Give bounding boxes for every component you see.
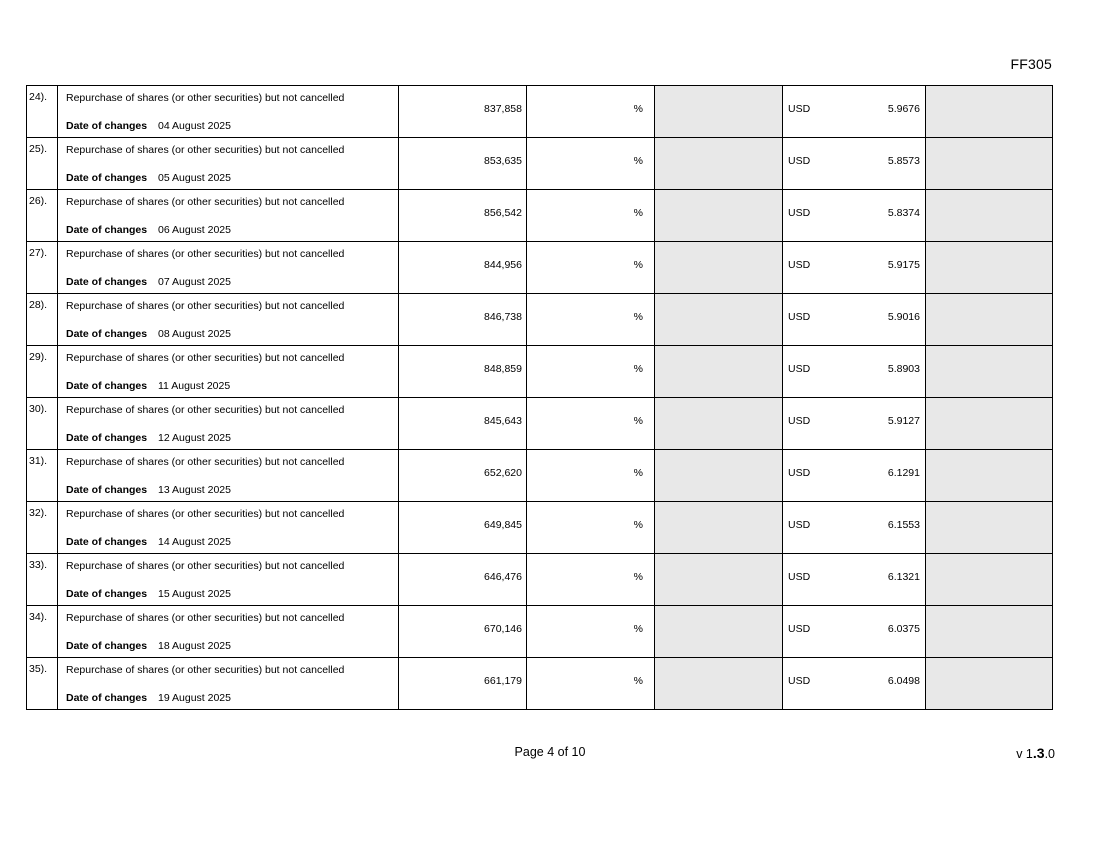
price-content [783,86,925,115]
price-content [783,554,925,583]
shaded-cell-right [926,606,1053,658]
percent-symbol: % [633,311,643,323]
percent-cell [527,398,655,450]
currency-code: USD [788,259,811,271]
description-content [58,294,398,345]
description-text: Repurchase of shares (or other securities) but not cancelled [66,612,345,624]
price-value: 5.9127 [887,415,920,427]
date-of-changes-line [66,328,394,341]
percent-cell [527,138,655,190]
shaded-cell-right [926,242,1053,294]
currency-code: USD [788,675,811,687]
currency-code: USD [788,103,811,115]
date-of-changes-line [66,484,394,497]
price-content [783,190,925,219]
date-of-changes-value: 06 August 2025 [158,224,231,236]
date-of-changes-value: 12 August 2025 [158,432,231,444]
date-of-changes-label: Date of changes [66,484,148,496]
date-of-changes-line [66,536,394,549]
price-value: 6.1291 [887,467,920,479]
description-cell [58,294,399,346]
table-row [27,398,1053,450]
percent-cell [527,86,655,138]
price-cell [783,658,926,710]
price-cell [783,606,926,658]
table-row [27,190,1053,242]
description-cell [58,606,399,658]
description-text: Repurchase of shares (or other securities) but not cancelled [66,92,345,104]
version-prefix: v 1 [1016,747,1033,761]
percent-symbol: % [633,675,643,687]
quantity-cell [399,190,527,242]
row-index: 31). [29,455,48,467]
quantity-value: 846,738 [484,311,522,323]
currency-code: USD [788,623,811,635]
date-of-changes-label: Date of changes [66,120,148,132]
price-cell [783,294,926,346]
price-content [783,294,925,323]
row-index-cell [27,502,58,554]
version-minor: 0 [1048,747,1055,761]
percent-symbol: % [633,415,643,427]
shaded-cell-right [926,554,1053,606]
percent-cell [527,658,655,710]
shaded-cell-left [655,138,783,190]
row-index-cell [27,294,58,346]
repurchase-table-body [27,86,1053,710]
date-of-changes-value: 19 August 2025 [158,692,231,704]
date-of-changes-line [66,380,394,393]
row-index-cell [27,450,58,502]
price-content [783,502,925,531]
description-text: Repurchase of shares (or other securities) but not cancelled [66,248,345,260]
quantity-cell [399,346,527,398]
quantity-value: 652,620 [484,467,522,479]
percent-cell [527,294,655,346]
row-index: 26). [29,195,48,207]
repurchase-table [26,85,1053,710]
date-of-changes-label: Date of changes [66,692,148,704]
shaded-cell-left [655,86,783,138]
shaded-cell-right [926,398,1053,450]
shaded-cell-right [926,190,1053,242]
row-index: 35). [29,663,48,675]
currency-code: USD [788,571,811,583]
description-content [58,398,398,449]
price-value: 5.8573 [887,155,920,167]
date-of-changes-label: Date of changes [66,640,148,652]
quantity-value: 670,146 [484,623,522,635]
price-content [783,242,925,271]
table-row [27,346,1053,398]
shaded-cell-right [926,86,1053,138]
shaded-cell-right [926,502,1053,554]
shaded-cell-left [655,502,783,554]
date-of-changes-line [66,224,394,237]
description-content [58,502,398,553]
description-content [58,190,398,241]
row-index-cell [27,190,58,242]
row-index-cell [27,658,58,710]
percent-symbol: % [633,571,643,583]
description-text: Repurchase of shares (or other securities) but not cancelled [66,508,345,520]
description-content [58,554,398,605]
description-cell [58,190,399,242]
currency-code: USD [788,311,811,323]
description-cell [58,138,399,190]
table-row [27,658,1053,710]
repurchase-table-container [26,85,1045,710]
currency-code: USD [788,207,811,219]
row-index-cell [27,346,58,398]
description-text: Repurchase of shares (or other securities) but not cancelled [66,456,345,468]
percent-symbol: % [633,467,643,479]
percent-cell [527,242,655,294]
row-index: 33). [29,559,48,571]
shaded-cell-left [655,606,783,658]
row-index-cell [27,554,58,606]
date-of-changes-value: 04 August 2025 [158,120,231,132]
description-cell [58,658,399,710]
page-number: Page 4 of 10 [514,745,586,759]
price-content [783,398,925,427]
quantity-cell [399,658,527,710]
description-content [58,658,398,709]
date-of-changes-label: Date of changes [66,380,148,392]
price-cell [783,242,926,294]
description-cell [58,450,399,502]
version-major: 3 [1036,745,1045,761]
shaded-cell-left [655,190,783,242]
shaded-cell-right [926,658,1053,710]
description-text: Repurchase of shares (or other securities) but not cancelled [66,352,345,364]
date-of-changes-line [66,692,394,705]
percent-cell [527,606,655,658]
description-content [58,346,398,397]
row-index: 30). [29,403,48,415]
description-cell [58,502,399,554]
description-cell [58,86,399,138]
date-of-changes-label: Date of changes [66,224,148,236]
date-of-changes-value: 15 August 2025 [158,588,231,600]
table-row [27,450,1053,502]
quantity-value: 853,635 [484,155,522,167]
shaded-cell-left [655,658,783,710]
version-label [1016,745,1055,761]
price-cell [783,190,926,242]
quantity-value: 661,179 [484,675,522,687]
row-index: 32). [29,507,48,519]
description-text: Repurchase of shares (or other securities) but not cancelled [66,196,345,208]
description-text: Repurchase of shares (or other securities) but not cancelled [66,664,345,676]
price-value: 5.9016 [887,311,920,323]
date-of-changes-label: Date of changes [66,172,148,184]
row-index: 27). [29,247,48,259]
date-of-changes-value: 08 August 2025 [158,328,231,340]
percent-cell [527,554,655,606]
shaded-cell-left [655,398,783,450]
description-content [58,606,398,657]
price-cell [783,86,926,138]
quantity-value: 848,859 [484,363,522,375]
price-cell [783,398,926,450]
table-row [27,606,1053,658]
row-index-cell [27,86,58,138]
table-row [27,86,1053,138]
table-row [27,502,1053,554]
description-text: Repurchase of shares (or other securities) but not cancelled [66,144,345,156]
shaded-cell-left [655,554,783,606]
quantity-cell [399,294,527,346]
price-value: 6.0498 [887,675,920,687]
percent-symbol: % [633,363,643,375]
date-of-changes-label: Date of changes [66,588,148,600]
quantity-value: 837,858 [484,103,522,115]
date-of-changes-value: 13 August 2025 [158,484,231,496]
quantity-value: 646,476 [484,571,522,583]
currency-code: USD [788,467,811,479]
date-of-changes-line [66,276,394,289]
date-of-changes-value: 18 August 2025 [158,640,231,652]
currency-code: USD [788,415,811,427]
date-of-changes-line [66,640,394,653]
price-value: 6.1553 [887,519,920,531]
row-index: 34). [29,611,48,623]
percent-symbol: % [633,207,643,219]
table-row [27,242,1053,294]
table-row [27,138,1053,190]
description-text: Repurchase of shares (or other securities) but not cancelled [66,300,345,312]
description-content [58,138,398,189]
quantity-cell [399,86,527,138]
form-code: FF305 [1010,56,1052,72]
shaded-cell-right [926,346,1053,398]
shaded-cell-left [655,294,783,346]
date-of-changes-label: Date of changes [66,432,148,444]
price-value: 5.9676 [887,103,920,115]
date-of-changes-label: Date of changes [66,276,148,288]
description-content [58,450,398,501]
row-index-cell [27,398,58,450]
date-of-changes-line [66,432,394,445]
price-value: 5.8903 [887,363,920,375]
price-cell [783,502,926,554]
percent-cell [527,450,655,502]
date-of-changes-value: 07 August 2025 [158,276,231,288]
date-of-changes-value: 05 August 2025 [158,172,231,184]
date-of-changes-label: Date of changes [66,536,148,548]
currency-code: USD [788,363,811,375]
quantity-cell [399,502,527,554]
quantity-cell [399,138,527,190]
percent-cell [527,502,655,554]
row-index: 25). [29,143,48,155]
percent-cell [527,346,655,398]
description-cell [58,554,399,606]
date-of-changes-label: Date of changes [66,328,148,340]
shaded-cell-right [926,294,1053,346]
description-text: Repurchase of shares (or other securities) but not cancelled [66,560,345,572]
shaded-cell-left [655,450,783,502]
version-dot-1: . [1032,745,1037,761]
price-content [783,658,925,687]
description-text: Repurchase of shares (or other securities) but not cancelled [66,404,345,416]
price-cell [783,450,926,502]
price-value: 6.1321 [887,571,920,583]
description-cell [58,346,399,398]
price-value: 6.0375 [887,623,920,635]
price-cell [783,138,926,190]
row-index-cell [27,242,58,294]
percent-symbol: % [633,519,643,531]
row-index-cell [27,138,58,190]
quantity-cell [399,242,527,294]
quantity-value: 649,845 [484,519,522,531]
shaded-cell-right [926,450,1053,502]
date-of-changes-line [66,588,394,601]
description-cell [58,242,399,294]
description-cell [58,398,399,450]
quantity-cell [399,450,527,502]
quantity-cell [399,606,527,658]
currency-code: USD [788,519,811,531]
page-footer [0,745,1100,765]
quantity-value: 844,956 [484,259,522,271]
percent-symbol: % [633,103,643,115]
price-value: 5.8374 [887,207,920,219]
price-cell [783,554,926,606]
quantity-cell [399,398,527,450]
price-cell [783,346,926,398]
shaded-cell-left [655,242,783,294]
currency-code: USD [788,155,811,167]
date-of-changes-line [66,172,394,185]
description-content [58,86,398,137]
quantity-value: 856,542 [484,207,522,219]
quantity-cell [399,554,527,606]
percent-cell [527,190,655,242]
percent-symbol: % [633,259,643,271]
price-content [783,606,925,635]
version-dot-2: . [1044,747,1049,761]
description-content [58,242,398,293]
shaded-cell-left [655,346,783,398]
price-content [783,346,925,375]
price-content [783,138,925,167]
table-row [27,554,1053,606]
date-of-changes-line [66,120,394,133]
percent-symbol: % [633,155,643,167]
shaded-cell-right [926,138,1053,190]
percent-symbol: % [633,623,643,635]
quantity-value: 845,643 [484,415,522,427]
date-of-changes-value: 14 August 2025 [158,536,231,548]
row-index: 29). [29,351,48,363]
row-index-cell [27,606,58,658]
price-content [783,450,925,479]
table-row [27,294,1053,346]
row-index: 28). [29,299,48,311]
price-value: 5.9175 [887,259,920,271]
date-of-changes-value: 11 August 2025 [158,380,231,392]
row-index: 24). [29,91,48,103]
